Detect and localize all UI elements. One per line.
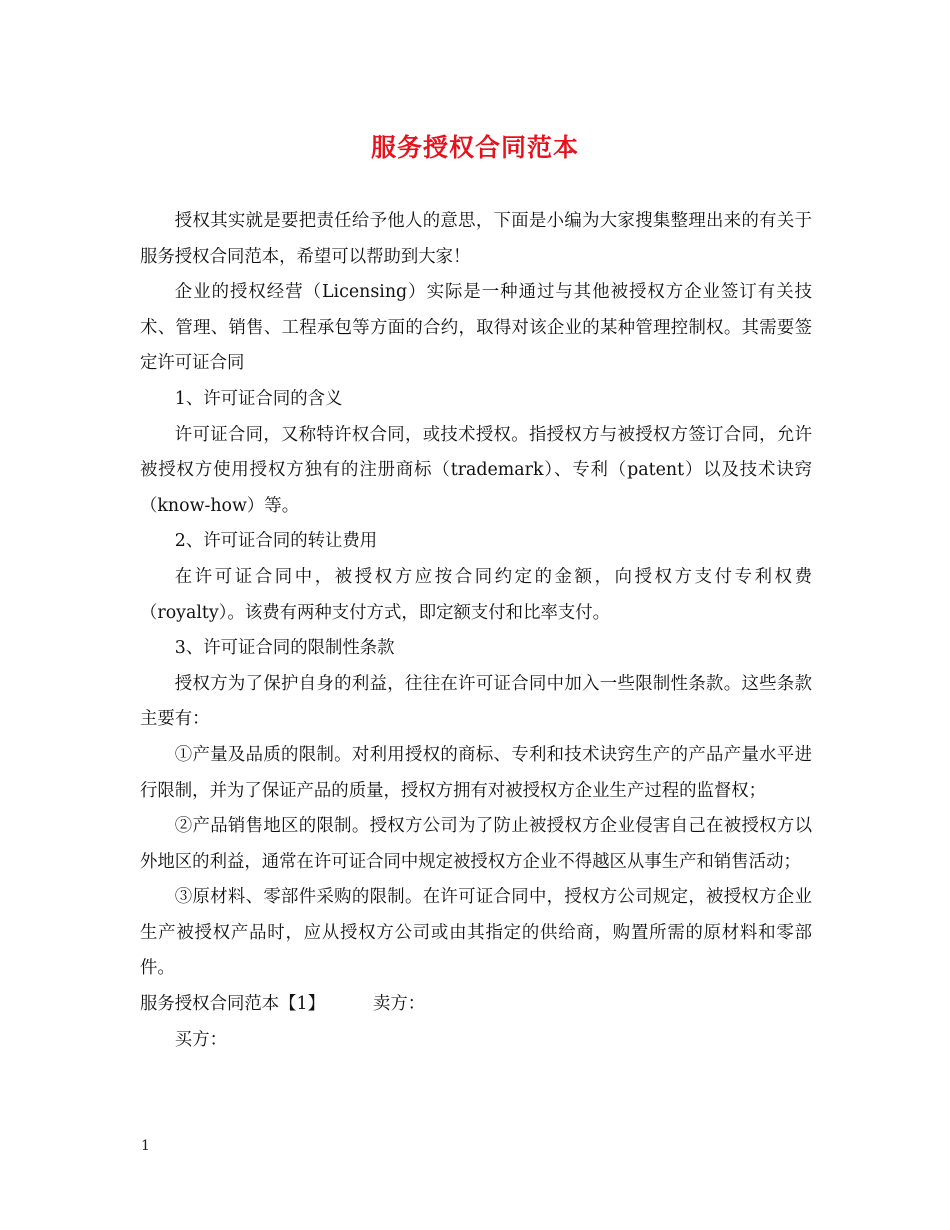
licensing-paragraph: 企业的授权经营（Licensing）实际是一种通过与其他被授权方企业签订有关技术、管理、销售、工程承包等方面的合约，取得对该企业的某种管理控制权。其需要签定许可证合同 [140, 282, 812, 374]
buyer-label: 买方： [174, 1029, 227, 1050]
restriction-item-3: ③原材料、零部件采购的限制。在许可证合同中，授权方公司规定，被授权方企业生产被授权产品时，应从授权方公司或由其指定的供给商，购置所需的原材料和零部件。 [140, 887, 812, 979]
document-body [140, 204, 812, 1058]
page-number: 1 [141, 1138, 150, 1154]
contract-label: 服务授权合同范本【1】 [140, 994, 325, 1015]
restrictions-paragraph: 授权方为了保护自身的利益，往往在许可证合同中加入一些限制性条款。这些条款主要有： [140, 673, 812, 730]
royalty-paragraph: 在许可证合同中，被授权方应按合同约定的金额，向授权方支付专利权费（royalty）。该费有两种支付方式，即定额支付和比率支付。 [140, 566, 812, 623]
restriction-item-2: ②产品销售地区的限制。授权方公司为了防止被授权方企业侵害自己在被授权方以外地区的利益，通常在许可证合同中规定被授权方企业不得越区从事生产和销售活动； [140, 816, 812, 872]
restriction-item-1: ①产量及品质的限制。对利用授权的商标、专利和技术诀窍生产的产品产量水平进行限制，并为了保证产品的质量，授权方拥有对被授权方企业生产过程的监督权； [140, 744, 812, 801]
definition-paragraph: 许可证合同，又称特许权合同，或技术授权。指授权方与被授权方签订合同，允许被授权方使用授权方独有的注册商标（trademark）、专利（patent）以及技术诀窍（know-how）等。 [140, 424, 812, 516]
section-heading-3: 3、许可证合同的限制性条款 [174, 638, 395, 659]
document-title: 服务授权合同范本 [370, 133, 579, 162]
section-heading-1: 1、许可证合同的含义 [174, 388, 343, 409]
seller-label: 卖方： [373, 994, 426, 1015]
intro-paragraph: 授权其实就是要把责任给予他人的意思，下面是小编为大家搜集整理出来的有关于服务授权合同范本，希望可以帮助到大家！ [140, 211, 812, 267]
section-heading-2: 2、许可证合同的转让费用 [174, 531, 378, 552]
contract-signature-line [140, 987, 812, 1023]
